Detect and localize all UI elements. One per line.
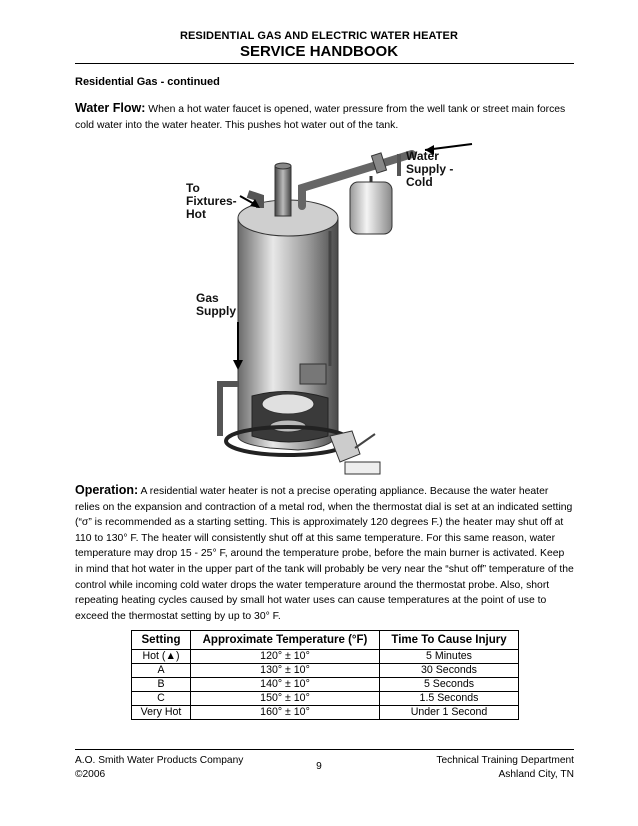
cell-temperature: 160° ± 10° — [191, 706, 380, 720]
table-row — [132, 664, 519, 678]
water-flow-paragraph — [75, 101, 575, 133]
label-water-supply-cold: Water Supply - Cold — [406, 149, 454, 189]
operation-paragraph — [75, 483, 575, 624]
footer-department: Technical Training Department — [436, 755, 574, 766]
cell-setting: Hot (▲) — [132, 650, 191, 664]
cell-injury-time: 5 Minutes — [380, 650, 519, 664]
table-row — [132, 650, 519, 664]
cell-injury-time: 5 Seconds — [380, 678, 519, 692]
header-subtitle: SERVICE HANDBOOK — [239, 43, 399, 60]
cell-temperature: 130° ± 10° — [191, 664, 380, 678]
col-setting: Setting — [132, 631, 191, 650]
footer-copyright: ©2006 — [75, 769, 106, 780]
col-injury-time: Time To Cause Injury — [380, 631, 519, 650]
col-temperature: Approximate Temperature (°F) — [191, 631, 380, 650]
table-row — [132, 678, 519, 692]
section-title: Residential Gas - continued — [75, 76, 220, 88]
cell-setting: C — [132, 692, 191, 706]
header-title: RESIDENTIAL GAS AND ELECTRIC WATER HEATER — [179, 30, 459, 42]
injury-table — [131, 630, 519, 720]
water-flow-text: When a hot water faucet is opened, water pressure from the well tank or street main forces cold water into the water heater. This pushes hot water out of the tank. — [75, 104, 566, 131]
table-row — [132, 706, 519, 720]
footer-company: A.O. Smith Water Products Company — [75, 755, 244, 766]
cell-temperature: 150° ± 10° — [191, 692, 380, 706]
cell-injury-time: 30 Seconds — [380, 664, 519, 678]
table-header-row — [132, 631, 519, 650]
cell-setting: Very Hot — [132, 706, 191, 720]
label-to-fixtures-hot: To Fixtures- Hot — [186, 181, 237, 221]
cell-injury-time: Under 1 Second — [380, 706, 519, 720]
cell-setting: A — [132, 664, 191, 678]
water-heater-figure — [180, 136, 480, 476]
operation-text: A residential water heater is not a precise operating appliance. Because the water heater relies on the expansion and contraction of a metal rod, when the thermostat dial is set at an indicated setting (“σ” is recommended as a starting setting. This is approximately 120 degrees F.) the heater may shut off at 110 to 130° F. The heater will consistently shut off at this same temperature. For this same reason, water temperature may drop 15 - 25° F, around the temperature probe, before the main burner is activated. Keep in mind that hot water in the upper part of the tank will probably be very near the “shut off” temperature of the control while incoming cold water drops the water temperature around the thermostat probe. Also, short repeating heating cycles caused by small hot water uses can cause temperatures at the point of use to exceed the thermostat setting by up to 30° F. — [75, 486, 574, 622]
cell-setting: B — [132, 678, 191, 692]
cell-temperature: 140° ± 10° — [191, 678, 380, 692]
label-gas-supply: Gas Supply — [196, 291, 237, 318]
footer-right — [374, 754, 574, 782]
operation-lead: Operation: — [75, 483, 139, 497]
page-number: 9 — [316, 761, 322, 772]
footer-rule — [75, 749, 574, 750]
cell-temperature: 120° ± 10° — [191, 650, 380, 664]
footer-left — [75, 754, 243, 782]
table-row — [132, 692, 519, 706]
water-flow-lead: Water Flow: — [75, 101, 146, 115]
header-rule — [75, 63, 574, 64]
cell-injury-time: 1.5 Seconds — [380, 692, 519, 706]
footer-location: Ashland City, TN — [498, 769, 574, 780]
